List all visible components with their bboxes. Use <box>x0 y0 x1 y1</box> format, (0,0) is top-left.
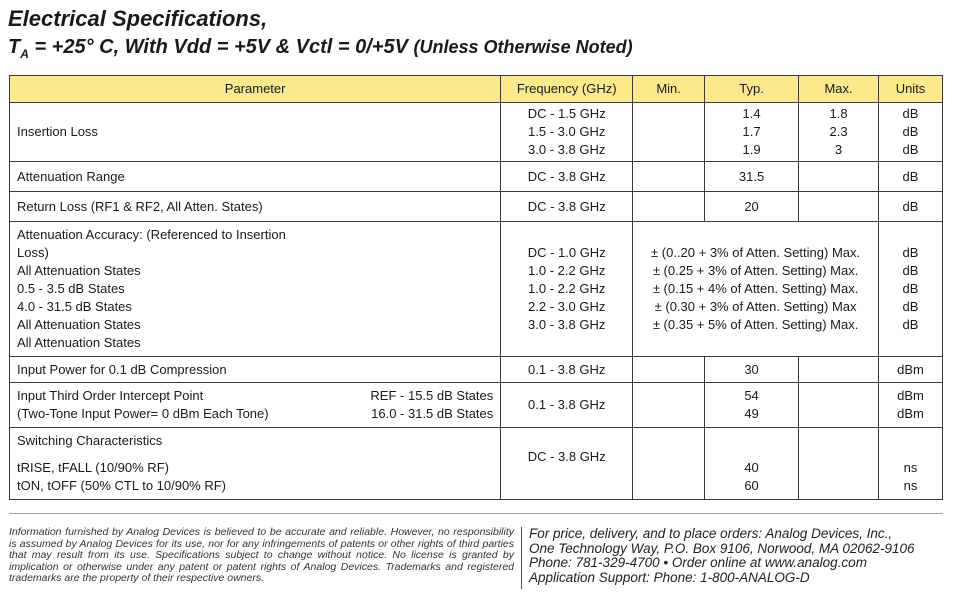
unit-value: dBm <box>897 406 924 421</box>
unit-value: dB <box>902 124 919 139</box>
freq-value: 1.0 - 2.2 GHz <box>528 263 606 278</box>
header-units: Units <box>879 76 943 103</box>
param-line: tON, tOFF (50% CTL to 10/90% RF) <box>17 478 227 493</box>
param-cell <box>10 428 501 500</box>
min-cell <box>633 192 705 222</box>
unit-value: dB <box>902 106 919 121</box>
typ-value: 40 <box>744 460 759 475</box>
typ-value: 60 <box>744 478 759 493</box>
units-cell <box>879 103 943 162</box>
accuracy-spec: ± (0.30 + 3% of Atten. Setting) Max <box>654 299 857 314</box>
param-cell: Insertion Loss <box>10 103 501 162</box>
units-cell: dB <box>879 162 943 192</box>
table-row-switching <box>10 428 943 500</box>
freq-value: 3.0 - 3.8 GHz <box>528 142 606 157</box>
unit-value: dB <box>902 299 919 314</box>
order-line: One Technology Way, P.O. Box 9106, Norwood, MA 02062-9106 <box>529 540 915 556</box>
param-line: Attenuation Accuracy: (Referenced to Insertion <box>17 227 286 242</box>
unit-value: ns <box>903 478 918 493</box>
subtitle-prefix: T <box>8 36 21 58</box>
spec-table <box>9 75 943 500</box>
typ-cell <box>705 428 799 500</box>
unit-value: dB <box>902 281 919 296</box>
table-row-attenuation-accuracy <box>10 222 943 357</box>
header-max: Max. <box>799 76 879 103</box>
min-cell <box>633 428 705 500</box>
header-frequency: Frequency (GHz) <box>501 76 633 103</box>
footer-divider <box>9 513 943 514</box>
typ-value: 49 <box>744 406 759 421</box>
freq-cell: DC - 3.8 GHz <box>501 428 633 500</box>
max-cell <box>799 357 879 383</box>
freq-cell: 0.1 - 3.8 GHz <box>501 383 633 428</box>
param-line: Loss) <box>17 245 49 260</box>
units-cell: dB <box>879 192 943 222</box>
freq-value: 1.0 - 2.2 GHz <box>528 281 606 296</box>
param-line: Switching Characteristics <box>17 433 163 448</box>
max-cell <box>799 162 879 192</box>
max-value: 1.8 <box>829 106 848 121</box>
param-line: All Attenuation States <box>17 335 141 350</box>
unit-value: dB <box>902 317 919 332</box>
unit-value: dB <box>902 245 919 260</box>
max-cell <box>799 192 879 222</box>
accuracy-spec: ± (0.35 + 5% of Atten. Setting) Max. <box>652 317 859 332</box>
typ-value: 1.7 <box>742 124 761 139</box>
table-row-ip3 <box>10 383 943 428</box>
typ-value: 1.9 <box>742 142 761 157</box>
unit-value: dB <box>902 142 919 157</box>
ip3-state: REF - 15.5 dB States <box>370 388 494 403</box>
spacer <box>17 450 493 459</box>
ordering-info <box>529 527 949 585</box>
max-value: 3 <box>834 142 843 157</box>
freq-value: 2.2 - 3.0 GHz <box>528 299 606 314</box>
subtitle-main: = +25° C, With Vdd = +5V & Vctl = 0/+5V <box>28 36 414 58</box>
table-row-attenuation-range <box>10 162 943 192</box>
legal-disclaimer: Information furnished by Analog Devices is believed to be accurate and reliable. However, no responsibility is assumed by Analog Devices for its use, nor for any infringements of patents or other rights of third parties that may result from its use. Specifications subject to change without notice. No license is granted by implication or otherwise under any patent or patent rights of Analog Devices. Trademarks and registered trademarks are the property of their respective owners. <box>9 526 514 584</box>
param-cell <box>10 383 501 428</box>
freq-value: DC - 1.5 GHz <box>527 106 606 121</box>
freq-cell <box>501 222 633 357</box>
min-cell <box>633 162 705 192</box>
typ-cell <box>705 103 799 162</box>
max-value: 2.3 <box>829 124 848 139</box>
ip3-label: Input Third Order Intercept Point <box>17 388 204 403</box>
subtitle-note: (Unless Otherwise Noted) <box>413 37 633 57</box>
freq-cell <box>501 103 633 162</box>
param-line: 4.0 - 31.5 dB States <box>17 299 132 314</box>
header-min: Min. <box>633 76 705 103</box>
page-title: Electrical Specifications, <box>8 6 268 31</box>
typ-value: 1.4 <box>742 106 761 121</box>
freq-cell: 0.1 - 3.8 GHz <box>501 357 633 383</box>
header-typ: Typ. <box>705 76 799 103</box>
param-line <box>17 405 493 423</box>
unit-value: ns <box>903 460 918 475</box>
accuracy-spec: ± (0.15 + 4% of Atten. Setting) Max. <box>652 281 859 296</box>
param-cell: Input Power for 0.1 dB Compression <box>10 357 501 383</box>
typ-cell: 30 <box>705 357 799 383</box>
accuracy-spec: ± (0.25 + 3% of Atten. Setting) Max. <box>652 263 859 278</box>
footer-separator <box>521 527 522 589</box>
param-line: All Attenuation States <box>17 263 141 278</box>
table-row-input-power <box>10 357 943 383</box>
order-line: For price, delivery, and to place orders: Analog Devices, Inc., <box>529 526 893 541</box>
unit-value: dBm <box>897 388 924 403</box>
subtitle-subscript: A <box>20 47 29 61</box>
order-line: Application Support: Phone: 1-800-ANALOG-D <box>529 569 810 585</box>
param-line: 0.5 - 3.5 dB States <box>17 281 125 296</box>
table-header-row <box>10 76 943 103</box>
freq-cell: DC - 3.8 GHz <box>501 192 633 222</box>
max-cell <box>799 383 879 428</box>
param-cell: Attenuation Range <box>10 162 501 192</box>
param-cell: Return Loss (RF1 & RF2, All Atten. States) <box>10 192 501 222</box>
order-line: Phone: 781-329-4700 • Order online at www.analog.com <box>529 555 867 570</box>
param-cell <box>10 222 501 357</box>
param-line: tRISE, tFALL (10/90% RF) <box>17 460 169 475</box>
units-cell <box>879 428 943 500</box>
typ-cell: 20 <box>705 192 799 222</box>
typ-cell: 31.5 <box>705 162 799 192</box>
table-row-return-loss <box>10 192 943 222</box>
typ-cell <box>705 383 799 428</box>
max-cell <box>799 428 879 500</box>
units-cell: dBm <box>879 357 943 383</box>
units-cell <box>879 383 943 428</box>
max-cell <box>799 103 879 162</box>
min-cell <box>633 357 705 383</box>
units-cell <box>879 222 943 357</box>
accuracy-spec-cell <box>633 222 879 357</box>
ip3-state: 16.0 - 31.5 dB States <box>371 406 494 421</box>
ip3-label: (Two-Tone Input Power= 0 dBm Each Tone) <box>17 406 269 421</box>
freq-cell: DC - 3.8 GHz <box>501 162 633 192</box>
table-row-insertion-loss <box>10 103 943 162</box>
typ-value: 54 <box>744 388 759 403</box>
param-line <box>17 387 493 405</box>
accuracy-spec: ± (0..20 + 3% of Atten. Setting) Max. <box>651 245 861 260</box>
min-cell <box>633 103 705 162</box>
unit-value: dB <box>902 263 919 278</box>
param-line: All Attenuation States <box>17 317 141 332</box>
freq-value: DC - 1.0 GHz <box>527 245 606 260</box>
page-subtitle <box>8 36 633 61</box>
freq-value: 3.0 - 3.8 GHz <box>528 317 606 332</box>
min-cell <box>633 383 705 428</box>
header-parameter: Parameter <box>10 76 501 103</box>
freq-value: 1.5 - 3.0 GHz <box>528 124 606 139</box>
